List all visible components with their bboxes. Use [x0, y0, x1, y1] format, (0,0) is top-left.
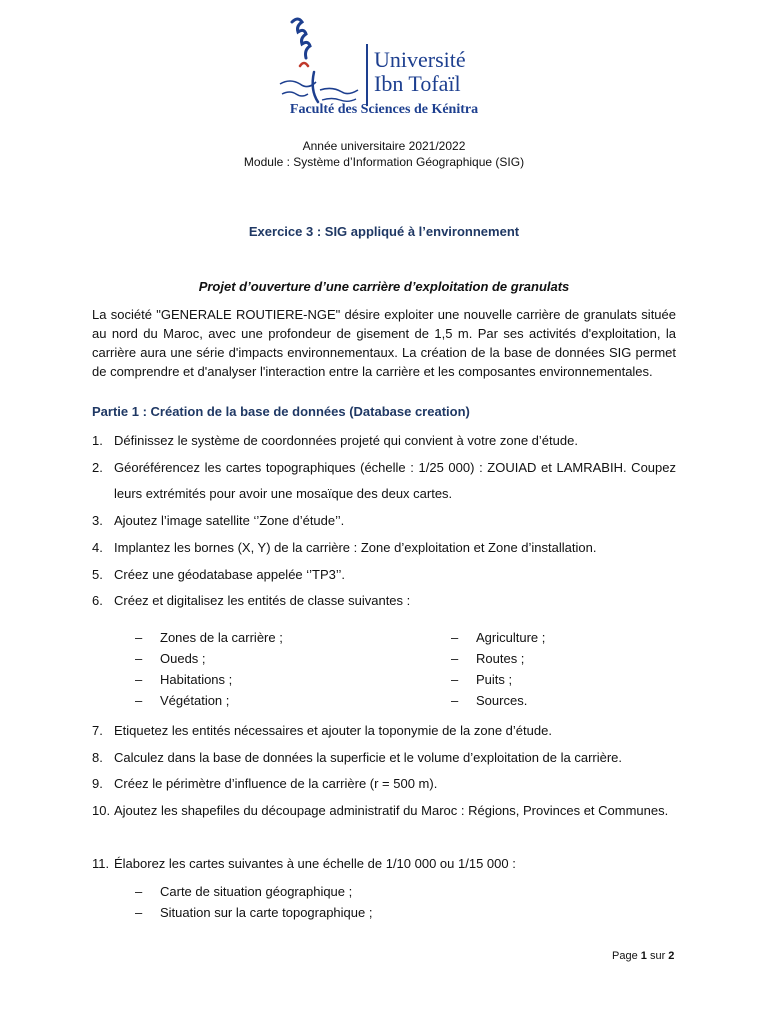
list-item: [92, 771, 676, 797]
item-text: Implantez les bornes (X, Y) de la carrière : Zone d’exploitation et Zone d’installation.: [114, 540, 597, 555]
class-item-label: Oueds ;: [160, 651, 206, 666]
list-item: [92, 851, 676, 877]
item-number: 4.: [92, 540, 103, 555]
map-item-label: Situation sur la carte topographique ;: [160, 905, 373, 920]
university-name-line1: Université: [374, 47, 466, 72]
item-number: 6.: [92, 593, 103, 608]
list-item: [92, 428, 676, 454]
project-title: Projet d’ouverture d’une carrière d’exploitation de granulats: [198, 279, 570, 294]
dash-bullet: –: [135, 884, 143, 899]
page-separator: sur: [649, 950, 666, 962]
page-label: Page: [612, 950, 638, 962]
item-number: 1.: [92, 433, 103, 448]
item-number: 2.: [92, 460, 103, 475]
page-footer: [612, 950, 674, 962]
page-total: 2: [668, 950, 675, 962]
dash-bullet: –: [451, 630, 459, 645]
dash-bullet: –: [135, 672, 143, 687]
list-item: [92, 508, 676, 534]
list-item: [92, 562, 676, 588]
university-name-line2: Ibn Tofaïl: [374, 71, 461, 96]
item-text: Calculez dans la base de données la superficie et le volume d’exploitation de la carrière.: [114, 750, 623, 765]
ibn-tofail-emblem-icon: [270, 14, 366, 110]
class-item-label: Puits ;: [476, 672, 513, 687]
list-item: [92, 455, 676, 507]
exercise-title: Exercice 3 : SIG appliqué à l’environnement: [248, 224, 520, 239]
list-item: [92, 745, 676, 771]
class-item-label: Agriculture ;: [476, 630, 546, 645]
item-text: Élaborez les cartes suivantes à une échelle de 1/10 000 ou 1/15 000 :: [114, 856, 516, 871]
item-number: 9.: [92, 776, 103, 791]
list-item: [92, 535, 676, 561]
item-text: Ajoutez les shapefiles du découpage administratif du Maroc : Régions, Provinces et Communes.: [114, 803, 669, 818]
map-item-label: Carte de situation géographique ;: [160, 884, 353, 899]
item-text: Créez le périmètre d’influence de la carrière (r = 500 m).: [114, 776, 438, 791]
dash-bullet: –: [451, 672, 459, 687]
module-name: Module : Système d’Information Géographique (SIG): [243, 155, 525, 169]
intro-paragraph: La société "GENERALE ROUTIERE-NGE" désire exploiter une nouvelle carrière de granulats située au nord du Maroc, avec une profondeur de gisement de 1,5 m. Par ses activités d'exploitation, la carrière aura une série d'impacts environnementaux. La création de la base de données SIG permet de comprendre et d'analyser l'interaction entre la carrière et les composantes environnementales.: [92, 307, 676, 379]
dash-bullet: –: [135, 651, 143, 666]
university-name: [374, 48, 466, 96]
item-number: 7.: [92, 723, 103, 738]
class-item-label: Habitations ;: [160, 672, 233, 687]
item-text: Créez et digitalisez les entités de classe suivantes :: [114, 593, 411, 608]
class-item-label: Végétation ;: [160, 693, 230, 708]
list-item: [92, 718, 676, 744]
item-number: 10.: [92, 803, 111, 818]
page-number: 1: [640, 950, 647, 962]
list-item: [92, 588, 676, 614]
dash-bullet: –: [135, 630, 143, 645]
dash-bullet: –: [135, 905, 143, 920]
faculty-name: Faculté des Sciences de Kénitra: [289, 102, 479, 117]
item-text: Ajoutez l’image satellite ‘’Zone d’étude’’.: [114, 513, 345, 528]
item-text: Créez une géodatabase appelée ‘’TP3’’.: [114, 567, 346, 582]
class-item-label: Zones de la carrière ;: [160, 630, 283, 645]
dash-bullet: –: [135, 693, 143, 708]
item-number: 8.: [92, 750, 103, 765]
item-number: 3.: [92, 513, 103, 528]
university-logo: [270, 14, 500, 110]
item-text: Géoréférencez les cartes topographiques (échelle : 1/25 000) : ZOUIAD et LAMRABIH. Coupez leurs extrémités pour avoir une mosaïque des deux cartes.: [114, 460, 676, 501]
part1-title: Partie 1 : Création de la base de données (Database creation): [92, 404, 470, 419]
class-item-label: Routes ;: [476, 651, 525, 666]
dash-bullet: –: [451, 651, 459, 666]
item-text: Définissez le système de coordonnées projeté qui convient à votre zone d’étude.: [114, 433, 578, 448]
dash-bullet: –: [451, 693, 459, 708]
item-text: Etiquetez les entités nécessaires et ajouter la toponymie de la zone d’étude.: [114, 723, 552, 738]
item-number: 11.: [92, 856, 110, 871]
logo-divider: [366, 44, 368, 106]
class-item-label: Sources.: [476, 693, 528, 708]
list-item: [92, 798, 676, 850]
item-number: 5.: [92, 567, 103, 582]
academic-year: Année universitaire 2021/2022: [302, 139, 466, 153]
